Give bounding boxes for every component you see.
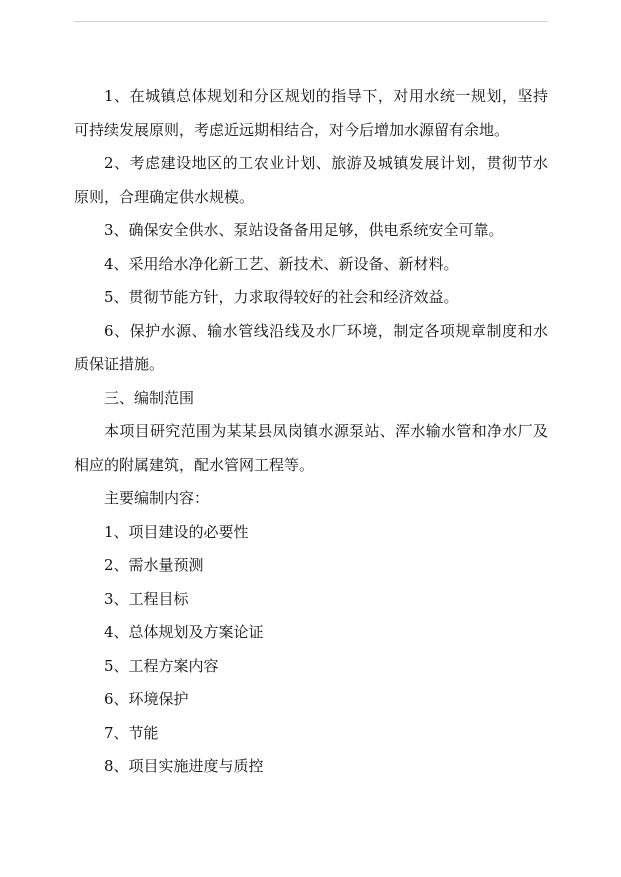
content-list-heading: 主要编制内容： [104, 489, 210, 507]
content-item-2: 2、需水量预测 [104, 556, 204, 574]
principle-item-1: 1、在城镇总体规划和分区规划的指导下，对用水统一规划，坚持可持续发展原则，考虑近远期相结合，对今后增加水源留有余地。 [74, 87, 548, 139]
header-rule [74, 21, 548, 22]
section-heading-scope: 三、编制范围 [104, 388, 195, 407]
content-item-1: 1、项目建设的必要性 [104, 522, 249, 541]
scope-description: 本项目研究范围为某某县凤岗镇水源泵站、浑水输水管和净水厂及相应的附属建筑，配水管网工程等。 [74, 422, 548, 474]
principle-item-6: 6、保护水源、输水管线沿线及水厂环境，制定各项规章制度和水质保证措施。 [74, 321, 548, 373]
content-item-4: 4、总体规划及方案论证 [104, 623, 264, 641]
principle-item-3: 3、确保安全供水、泵站设备备用足够，供电系统安全可靠。 [104, 221, 504, 239]
content-item-5: 5、工程方案内容 [104, 656, 219, 675]
content-item-8: 8、项目实施进度与质控 [104, 757, 264, 775]
content-item-7: 7、节能 [104, 723, 159, 742]
content-item-6: 6、环境保护 [104, 690, 189, 708]
content-item-3: 3、工程目标 [104, 589, 189, 608]
principle-item-2: 2、考虑建设地区的工农业计划、旅游及城镇发展计划，贯彻节水原则，合理确定供水规模。 [74, 154, 548, 206]
principle-item-5: 5、贯彻节能方针，力求取得较好的社会和经济效益。 [104, 288, 459, 306]
document-body [74, 80, 548, 784]
principle-item-4: 4、采用给水净化新工艺、新技术、新设备、新材料。 [104, 254, 459, 273]
